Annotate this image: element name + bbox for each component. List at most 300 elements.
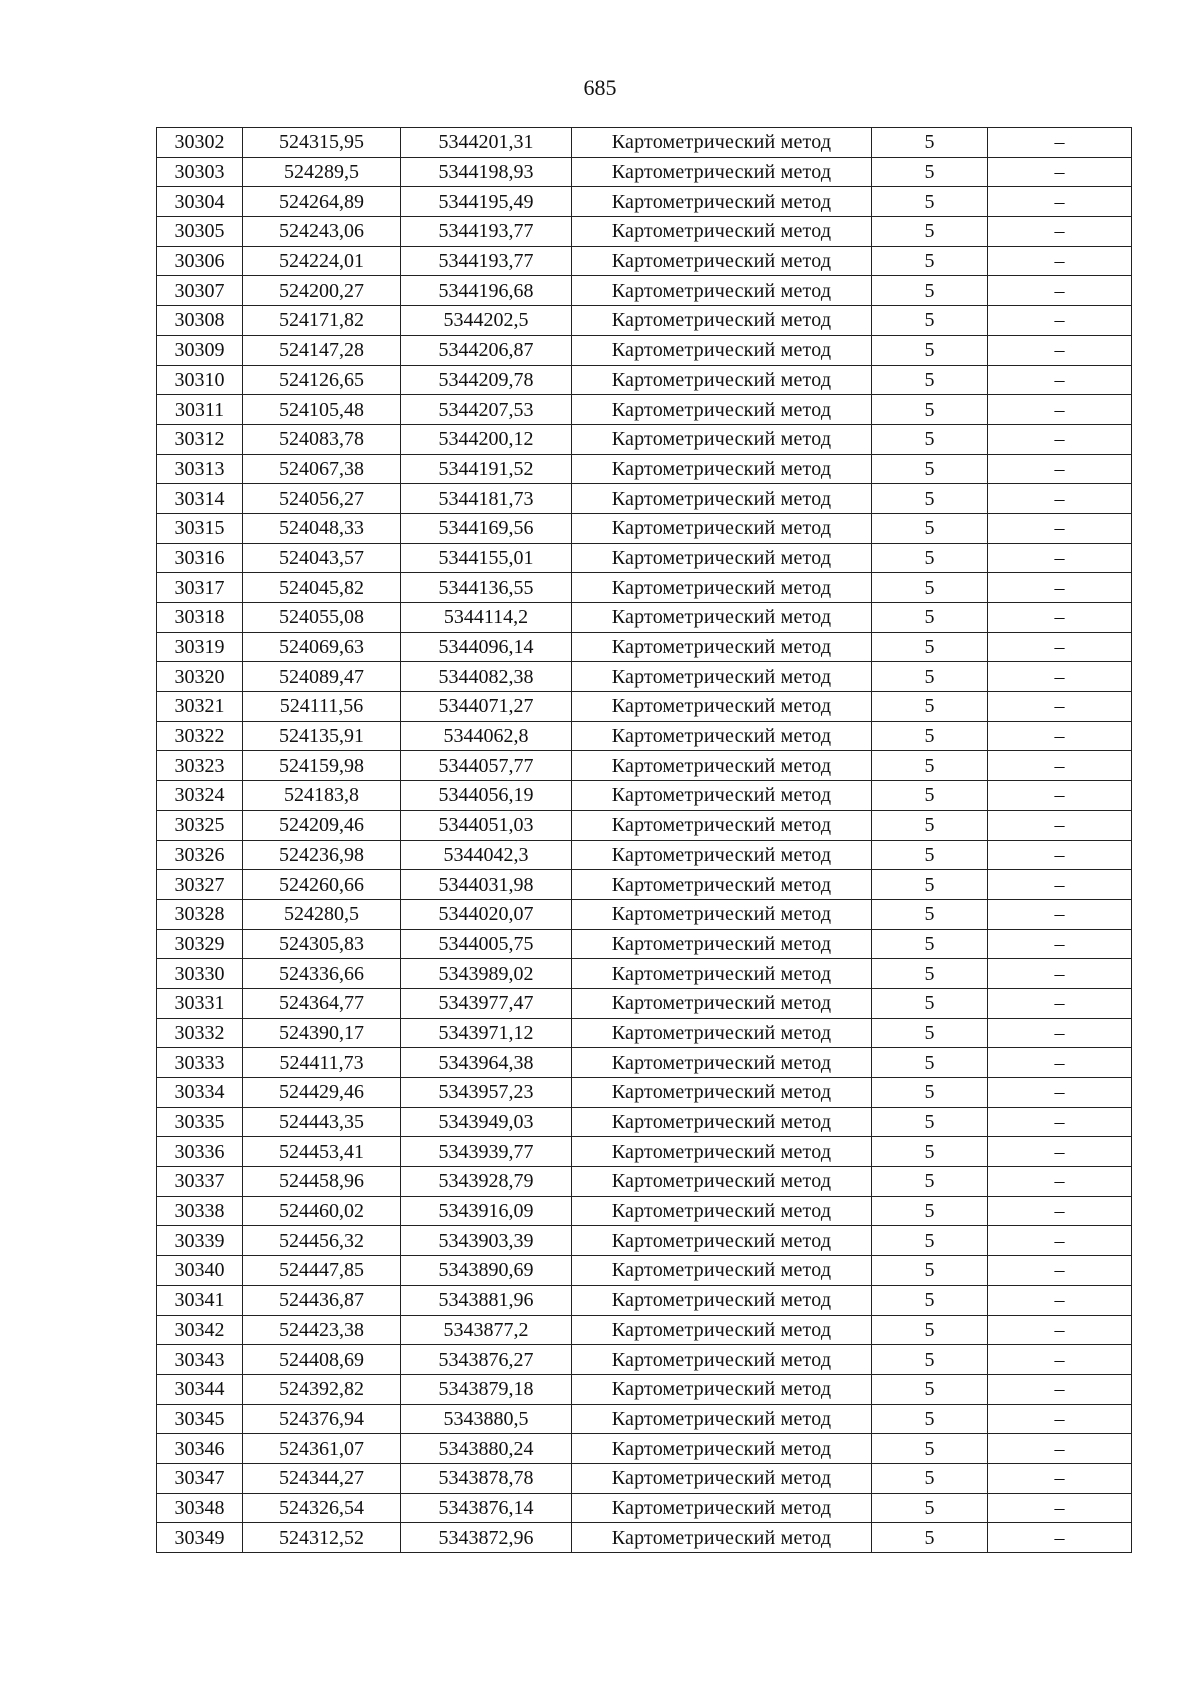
method-cell: Картометрический метод bbox=[572, 603, 872, 633]
table-row bbox=[157, 246, 1132, 276]
x-coordinate-cell: 524067,38 bbox=[243, 454, 401, 484]
accuracy-cell: 5 bbox=[872, 988, 988, 1018]
table-row bbox=[157, 721, 1132, 751]
x-coordinate-cell: 524126,65 bbox=[243, 365, 401, 395]
x-coordinate-cell: 524159,98 bbox=[243, 751, 401, 781]
note-cell: – bbox=[988, 1315, 1132, 1345]
accuracy-cell: 5 bbox=[872, 1434, 988, 1464]
method-cell: Картометрический метод bbox=[572, 1256, 872, 1286]
note-cell: – bbox=[988, 840, 1132, 870]
table-row bbox=[157, 484, 1132, 514]
note-cell: – bbox=[988, 157, 1132, 187]
y-coordinate-cell: 5343881,96 bbox=[401, 1285, 572, 1315]
table-row bbox=[157, 1315, 1132, 1345]
table-row bbox=[157, 454, 1132, 484]
point-number-cell: 30323 bbox=[157, 751, 243, 781]
y-coordinate-cell: 5344020,07 bbox=[401, 899, 572, 929]
table-row bbox=[157, 1285, 1132, 1315]
y-coordinate-cell: 5343939,77 bbox=[401, 1137, 572, 1167]
accuracy-cell: 5 bbox=[872, 484, 988, 514]
table-row bbox=[157, 1404, 1132, 1434]
note-cell: – bbox=[988, 603, 1132, 633]
x-coordinate-cell: 524336,66 bbox=[243, 959, 401, 989]
method-cell: Картометрический метод bbox=[572, 1285, 872, 1315]
point-number-cell: 30330 bbox=[157, 959, 243, 989]
y-coordinate-cell: 5343977,47 bbox=[401, 988, 572, 1018]
y-coordinate-cell: 5344062,8 bbox=[401, 721, 572, 751]
point-number-cell: 30312 bbox=[157, 424, 243, 454]
method-cell: Картометрический метод bbox=[572, 1345, 872, 1375]
note-cell: – bbox=[988, 1434, 1132, 1464]
note-cell: – bbox=[988, 1196, 1132, 1226]
accuracy-cell: 5 bbox=[872, 1107, 988, 1137]
x-coordinate-cell: 524460,02 bbox=[243, 1196, 401, 1226]
note-cell: – bbox=[988, 543, 1132, 573]
table-row bbox=[157, 810, 1132, 840]
accuracy-cell: 5 bbox=[872, 1226, 988, 1256]
table-row bbox=[157, 1463, 1132, 1493]
table-row bbox=[157, 840, 1132, 870]
y-coordinate-cell: 5344193,77 bbox=[401, 246, 572, 276]
method-cell: Картометрический метод bbox=[572, 1374, 872, 1404]
point-number-cell: 30317 bbox=[157, 573, 243, 603]
x-coordinate-cell: 524224,01 bbox=[243, 246, 401, 276]
point-number-cell: 30342 bbox=[157, 1315, 243, 1345]
method-cell: Картометрический метод bbox=[572, 454, 872, 484]
y-coordinate-cell: 5344082,38 bbox=[401, 662, 572, 692]
accuracy-cell: 5 bbox=[872, 187, 988, 217]
point-number-cell: 30319 bbox=[157, 632, 243, 662]
accuracy-cell: 5 bbox=[872, 751, 988, 781]
accuracy-cell: 5 bbox=[872, 603, 988, 633]
method-cell: Картометрический метод bbox=[572, 1018, 872, 1048]
point-number-cell: 30315 bbox=[157, 513, 243, 543]
method-cell: Картометрический метод bbox=[572, 1167, 872, 1197]
y-coordinate-cell: 5343878,78 bbox=[401, 1463, 572, 1493]
note-cell: – bbox=[988, 1523, 1132, 1553]
method-cell: Картометрический метод bbox=[572, 1315, 872, 1345]
x-coordinate-cell: 524408,69 bbox=[243, 1345, 401, 1375]
method-cell: Картометрический метод bbox=[572, 840, 872, 870]
note-cell: – bbox=[988, 276, 1132, 306]
table-row bbox=[157, 781, 1132, 811]
point-number-cell: 30325 bbox=[157, 810, 243, 840]
method-cell: Картометрический метод bbox=[572, 217, 872, 247]
note-cell: – bbox=[988, 632, 1132, 662]
accuracy-cell: 5 bbox=[872, 1493, 988, 1523]
accuracy-cell: 5 bbox=[872, 513, 988, 543]
table-row bbox=[157, 365, 1132, 395]
method-cell: Картометрический метод bbox=[572, 513, 872, 543]
note-cell: – bbox=[988, 1493, 1132, 1523]
method-cell: Картометрический метод bbox=[572, 306, 872, 336]
accuracy-cell: 5 bbox=[872, 276, 988, 306]
table-row bbox=[157, 1523, 1132, 1553]
point-number-cell: 30346 bbox=[157, 1434, 243, 1464]
note-cell: – bbox=[988, 1048, 1132, 1078]
point-number-cell: 30344 bbox=[157, 1374, 243, 1404]
note-cell: – bbox=[988, 424, 1132, 454]
table-row bbox=[157, 1137, 1132, 1167]
point-number-cell: 30322 bbox=[157, 721, 243, 751]
accuracy-cell: 5 bbox=[872, 1196, 988, 1226]
note-cell: – bbox=[988, 1018, 1132, 1048]
y-coordinate-cell: 5344031,98 bbox=[401, 870, 572, 900]
y-coordinate-cell: 5344202,5 bbox=[401, 306, 572, 336]
y-coordinate-cell: 5344191,52 bbox=[401, 454, 572, 484]
point-number-cell: 30321 bbox=[157, 692, 243, 722]
point-number-cell: 30338 bbox=[157, 1196, 243, 1226]
point-number-cell: 30314 bbox=[157, 484, 243, 514]
table-row bbox=[157, 276, 1132, 306]
note-cell: – bbox=[988, 692, 1132, 722]
point-number-cell: 30307 bbox=[157, 276, 243, 306]
point-number-cell: 30318 bbox=[157, 603, 243, 633]
x-coordinate-cell: 524361,07 bbox=[243, 1434, 401, 1464]
method-cell: Картометрический метод bbox=[572, 1078, 872, 1108]
y-coordinate-cell: 5344042,3 bbox=[401, 840, 572, 870]
x-coordinate-cell: 524315,95 bbox=[243, 128, 401, 158]
accuracy-cell: 5 bbox=[872, 217, 988, 247]
method-cell: Картометрический метод bbox=[572, 335, 872, 365]
accuracy-cell: 5 bbox=[872, 959, 988, 989]
note-cell: – bbox=[988, 217, 1132, 247]
note-cell: – bbox=[988, 1167, 1132, 1197]
x-coordinate-cell: 524453,41 bbox=[243, 1137, 401, 1167]
x-coordinate-cell: 524056,27 bbox=[243, 484, 401, 514]
y-coordinate-cell: 5343971,12 bbox=[401, 1018, 572, 1048]
table-row bbox=[157, 632, 1132, 662]
note-cell: – bbox=[988, 1285, 1132, 1315]
point-number-cell: 30303 bbox=[157, 157, 243, 187]
table-row bbox=[157, 899, 1132, 929]
y-coordinate-cell: 5343903,39 bbox=[401, 1226, 572, 1256]
table-row bbox=[157, 424, 1132, 454]
table-row bbox=[157, 1345, 1132, 1375]
x-coordinate-cell: 524111,56 bbox=[243, 692, 401, 722]
accuracy-cell: 5 bbox=[872, 335, 988, 365]
x-coordinate-cell: 524200,27 bbox=[243, 276, 401, 306]
table-row bbox=[157, 395, 1132, 425]
note-cell: – bbox=[988, 751, 1132, 781]
method-cell: Картометрический метод bbox=[572, 1137, 872, 1167]
table-row bbox=[157, 870, 1132, 900]
note-cell: – bbox=[988, 573, 1132, 603]
table-row bbox=[157, 988, 1132, 1018]
note-cell: – bbox=[988, 454, 1132, 484]
method-cell: Картометрический метод bbox=[572, 543, 872, 573]
point-number-cell: 30309 bbox=[157, 335, 243, 365]
table-row bbox=[157, 1107, 1132, 1137]
y-coordinate-cell: 5344169,56 bbox=[401, 513, 572, 543]
method-cell: Картометрический метод bbox=[572, 781, 872, 811]
method-cell: Картометрический метод bbox=[572, 1196, 872, 1226]
point-number-cell: 30304 bbox=[157, 187, 243, 217]
point-number-cell: 30329 bbox=[157, 929, 243, 959]
y-coordinate-cell: 5344200,12 bbox=[401, 424, 572, 454]
method-cell: Картометрический метод bbox=[572, 632, 872, 662]
y-coordinate-cell: 5344207,53 bbox=[401, 395, 572, 425]
note-cell: – bbox=[988, 870, 1132, 900]
method-cell: Картометрический метод bbox=[572, 810, 872, 840]
x-coordinate-cell: 524171,82 bbox=[243, 306, 401, 336]
table-row bbox=[157, 692, 1132, 722]
x-coordinate-cell: 524312,52 bbox=[243, 1523, 401, 1553]
table-row bbox=[157, 1167, 1132, 1197]
table-row bbox=[157, 543, 1132, 573]
method-cell: Картометрический метод bbox=[572, 1226, 872, 1256]
x-coordinate-cell: 524411,73 bbox=[243, 1048, 401, 1078]
table-row bbox=[157, 959, 1132, 989]
x-coordinate-cell: 524264,89 bbox=[243, 187, 401, 217]
x-coordinate-cell: 524344,27 bbox=[243, 1463, 401, 1493]
method-cell: Картометрический метод bbox=[572, 365, 872, 395]
y-coordinate-cell: 5343989,02 bbox=[401, 959, 572, 989]
accuracy-cell: 5 bbox=[872, 692, 988, 722]
method-cell: Картометрический метод bbox=[572, 157, 872, 187]
table-row bbox=[157, 1048, 1132, 1078]
x-coordinate-cell: 524135,91 bbox=[243, 721, 401, 751]
x-coordinate-cell: 524236,98 bbox=[243, 840, 401, 870]
point-number-cell: 30305 bbox=[157, 217, 243, 247]
method-cell: Картометрический метод bbox=[572, 870, 872, 900]
method-cell: Картометрический метод bbox=[572, 1493, 872, 1523]
note-cell: – bbox=[988, 513, 1132, 543]
table-row bbox=[157, 217, 1132, 247]
note-cell: – bbox=[988, 335, 1132, 365]
point-number-cell: 30331 bbox=[157, 988, 243, 1018]
x-coordinate-cell: 524364,77 bbox=[243, 988, 401, 1018]
y-coordinate-cell: 5344193,77 bbox=[401, 217, 572, 247]
method-cell: Картометрический метод bbox=[572, 187, 872, 217]
table-row bbox=[157, 1018, 1132, 1048]
point-number-cell: 30340 bbox=[157, 1256, 243, 1286]
table-row bbox=[157, 128, 1132, 158]
accuracy-cell: 5 bbox=[872, 721, 988, 751]
point-number-cell: 30308 bbox=[157, 306, 243, 336]
x-coordinate-cell: 524055,08 bbox=[243, 603, 401, 633]
point-number-cell: 30337 bbox=[157, 1167, 243, 1197]
method-cell: Картометрический метод bbox=[572, 1463, 872, 1493]
accuracy-cell: 5 bbox=[872, 1345, 988, 1375]
y-coordinate-cell: 5343872,96 bbox=[401, 1523, 572, 1553]
x-coordinate-cell: 524043,57 bbox=[243, 543, 401, 573]
accuracy-cell: 5 bbox=[872, 899, 988, 929]
table-row bbox=[157, 1256, 1132, 1286]
y-coordinate-cell: 5344136,55 bbox=[401, 573, 572, 603]
point-number-cell: 30313 bbox=[157, 454, 243, 484]
x-coordinate-cell: 524326,54 bbox=[243, 1493, 401, 1523]
y-coordinate-cell: 5343879,18 bbox=[401, 1374, 572, 1404]
method-cell: Картометрический метод bbox=[572, 662, 872, 692]
accuracy-cell: 5 bbox=[872, 1167, 988, 1197]
y-coordinate-cell: 5344155,01 bbox=[401, 543, 572, 573]
point-number-cell: 30310 bbox=[157, 365, 243, 395]
method-cell: Картометрический метод bbox=[572, 929, 872, 959]
y-coordinate-cell: 5344096,14 bbox=[401, 632, 572, 662]
x-coordinate-cell: 524105,48 bbox=[243, 395, 401, 425]
point-number-cell: 30334 bbox=[157, 1078, 243, 1108]
table-row bbox=[157, 1078, 1132, 1108]
note-cell: – bbox=[988, 1137, 1132, 1167]
note-cell: – bbox=[988, 988, 1132, 1018]
y-coordinate-cell: 5344005,75 bbox=[401, 929, 572, 959]
method-cell: Картометрический метод bbox=[572, 721, 872, 751]
accuracy-cell: 5 bbox=[872, 306, 988, 336]
y-coordinate-cell: 5343949,03 bbox=[401, 1107, 572, 1137]
accuracy-cell: 5 bbox=[872, 365, 988, 395]
table-row bbox=[157, 929, 1132, 959]
y-coordinate-cell: 5343916,09 bbox=[401, 1196, 572, 1226]
accuracy-cell: 5 bbox=[872, 454, 988, 484]
accuracy-cell: 5 bbox=[872, 929, 988, 959]
table-row bbox=[157, 1434, 1132, 1464]
note-cell: – bbox=[988, 929, 1132, 959]
x-coordinate-cell: 524069,63 bbox=[243, 632, 401, 662]
method-cell: Картометрический метод bbox=[572, 1404, 872, 1434]
accuracy-cell: 5 bbox=[872, 1048, 988, 1078]
point-number-cell: 30316 bbox=[157, 543, 243, 573]
accuracy-cell: 5 bbox=[872, 1374, 988, 1404]
table-row bbox=[157, 157, 1132, 187]
y-coordinate-cell: 5344057,77 bbox=[401, 751, 572, 781]
y-coordinate-cell: 5344209,78 bbox=[401, 365, 572, 395]
accuracy-cell: 5 bbox=[872, 632, 988, 662]
x-coordinate-cell: 524209,46 bbox=[243, 810, 401, 840]
x-coordinate-cell: 524147,28 bbox=[243, 335, 401, 365]
note-cell: – bbox=[988, 1463, 1132, 1493]
point-number-cell: 30345 bbox=[157, 1404, 243, 1434]
note-cell: – bbox=[988, 395, 1132, 425]
accuracy-cell: 5 bbox=[872, 157, 988, 187]
table-row bbox=[157, 187, 1132, 217]
method-cell: Картометрический метод bbox=[572, 395, 872, 425]
accuracy-cell: 5 bbox=[872, 424, 988, 454]
note-cell: – bbox=[988, 899, 1132, 929]
x-coordinate-cell: 524183,8 bbox=[243, 781, 401, 811]
note-cell: – bbox=[988, 1078, 1132, 1108]
y-coordinate-cell: 5344181,73 bbox=[401, 484, 572, 514]
method-cell: Картометрический метод bbox=[572, 1523, 872, 1553]
y-coordinate-cell: 5344195,49 bbox=[401, 187, 572, 217]
method-cell: Картометрический метод bbox=[572, 692, 872, 722]
accuracy-cell: 5 bbox=[872, 1078, 988, 1108]
note-cell: – bbox=[988, 187, 1132, 217]
y-coordinate-cell: 5343880,5 bbox=[401, 1404, 572, 1434]
note-cell: – bbox=[988, 1345, 1132, 1375]
accuracy-cell: 5 bbox=[872, 1285, 988, 1315]
method-cell: Картометрический метод bbox=[572, 1048, 872, 1078]
point-number-cell: 30348 bbox=[157, 1493, 243, 1523]
note-cell: – bbox=[988, 484, 1132, 514]
table-row bbox=[157, 662, 1132, 692]
x-coordinate-cell: 524423,38 bbox=[243, 1315, 401, 1345]
method-cell: Картометрический метод bbox=[572, 899, 872, 929]
method-cell: Картометрический метод bbox=[572, 988, 872, 1018]
point-number-cell: 30343 bbox=[157, 1345, 243, 1375]
point-number-cell: 30328 bbox=[157, 899, 243, 929]
y-coordinate-cell: 5343876,27 bbox=[401, 1345, 572, 1375]
x-coordinate-cell: 524429,46 bbox=[243, 1078, 401, 1108]
note-cell: – bbox=[988, 246, 1132, 276]
method-cell: Картометрический метод bbox=[572, 751, 872, 781]
y-coordinate-cell: 5344051,03 bbox=[401, 810, 572, 840]
y-coordinate-cell: 5344206,87 bbox=[401, 335, 572, 365]
accuracy-cell: 5 bbox=[872, 662, 988, 692]
point-number-cell: 30306 bbox=[157, 246, 243, 276]
y-coordinate-cell: 5343957,23 bbox=[401, 1078, 572, 1108]
point-number-cell: 30349 bbox=[157, 1523, 243, 1553]
y-coordinate-cell: 5344201,31 bbox=[401, 128, 572, 158]
note-cell: – bbox=[988, 1107, 1132, 1137]
note-cell: – bbox=[988, 365, 1132, 395]
point-number-cell: 30335 bbox=[157, 1107, 243, 1137]
x-coordinate-cell: 524089,47 bbox=[243, 662, 401, 692]
y-coordinate-cell: 5344071,27 bbox=[401, 692, 572, 722]
note-cell: – bbox=[988, 1374, 1132, 1404]
table-row bbox=[157, 751, 1132, 781]
x-coordinate-cell: 524045,82 bbox=[243, 573, 401, 603]
accuracy-cell: 5 bbox=[872, 543, 988, 573]
accuracy-cell: 5 bbox=[872, 810, 988, 840]
y-coordinate-cell: 5343890,69 bbox=[401, 1256, 572, 1286]
accuracy-cell: 5 bbox=[872, 1463, 988, 1493]
y-coordinate-cell: 5343880,24 bbox=[401, 1434, 572, 1464]
point-number-cell: 30332 bbox=[157, 1018, 243, 1048]
note-cell: – bbox=[988, 662, 1132, 692]
table-row bbox=[157, 1196, 1132, 1226]
method-cell: Картометрический метод bbox=[572, 959, 872, 989]
y-coordinate-cell: 5343877,2 bbox=[401, 1315, 572, 1345]
y-coordinate-cell: 5343876,14 bbox=[401, 1493, 572, 1523]
note-cell: – bbox=[988, 721, 1132, 751]
x-coordinate-cell: 524048,33 bbox=[243, 513, 401, 543]
y-coordinate-cell: 5344056,19 bbox=[401, 781, 572, 811]
note-cell: – bbox=[988, 810, 1132, 840]
accuracy-cell: 5 bbox=[872, 1523, 988, 1553]
x-coordinate-cell: 524260,66 bbox=[243, 870, 401, 900]
accuracy-cell: 5 bbox=[872, 1404, 988, 1434]
method-cell: Картометрический метод bbox=[572, 1107, 872, 1137]
point-number-cell: 30341 bbox=[157, 1285, 243, 1315]
note-cell: – bbox=[988, 1256, 1132, 1286]
method-cell: Картометрический метод bbox=[572, 424, 872, 454]
accuracy-cell: 5 bbox=[872, 573, 988, 603]
coordinates-table-body bbox=[157, 128, 1132, 1553]
note-cell: – bbox=[988, 1226, 1132, 1256]
method-cell: Картометрический метод bbox=[572, 573, 872, 603]
note-cell: – bbox=[988, 128, 1132, 158]
table-row bbox=[157, 603, 1132, 633]
point-number-cell: 30311 bbox=[157, 395, 243, 425]
coordinates-table bbox=[156, 127, 1132, 1553]
table-row bbox=[157, 573, 1132, 603]
method-cell: Картометрический метод bbox=[572, 276, 872, 306]
x-coordinate-cell: 524390,17 bbox=[243, 1018, 401, 1048]
note-cell: – bbox=[988, 306, 1132, 336]
accuracy-cell: 5 bbox=[872, 840, 988, 870]
method-cell: Картометрический метод bbox=[572, 128, 872, 158]
point-number-cell: 30302 bbox=[157, 128, 243, 158]
note-cell: – bbox=[988, 959, 1132, 989]
note-cell: – bbox=[988, 781, 1132, 811]
table-row bbox=[157, 335, 1132, 365]
table-row bbox=[157, 1374, 1132, 1404]
method-cell: Картометрический метод bbox=[572, 1434, 872, 1464]
point-number-cell: 30347 bbox=[157, 1463, 243, 1493]
accuracy-cell: 5 bbox=[872, 1018, 988, 1048]
accuracy-cell: 5 bbox=[872, 870, 988, 900]
